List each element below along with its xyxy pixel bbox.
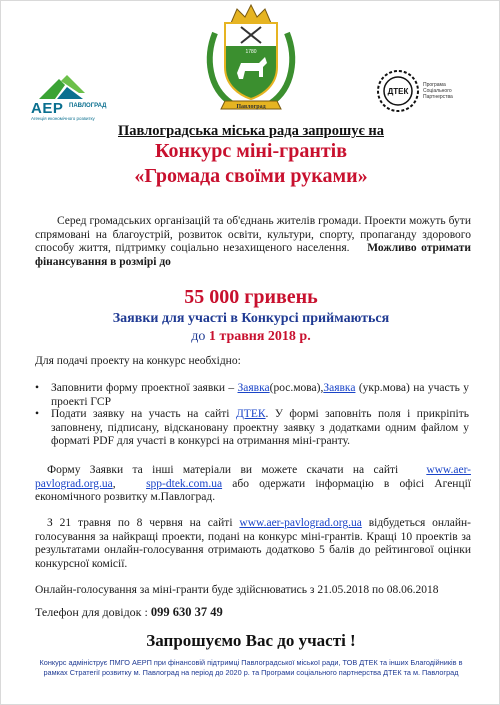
aer-logo-agency: Агенція економічного розвитку <box>31 116 95 121</box>
bullet-icon: • <box>35 382 40 394</box>
phone-line <box>35 605 223 620</box>
list-item-suffix: . У формі заповніть поля і прикріпіть заповнену, підписану, відскановану проектну заявку з додатками одним файлом у форматі PDF для участі в конкурсі на отримання міні-гранту. <box>51 408 470 447</box>
contest-title: Конкурс міні-грантів <box>154 140 348 162</box>
phone-number: 099 630 37 49 <box>150 605 223 619</box>
deadline <box>1 329 500 345</box>
voting-paragraph <box>35 517 471 571</box>
list-item-text <box>51 382 469 409</box>
welcome-heading: Запрошуємо Вас до участі ! <box>146 631 356 650</box>
dtek-program-line: Програма <box>423 82 446 88</box>
application-link-ru[interactable]: Заявка <box>237 382 270 394</box>
dtek-program-line: Партнерства <box>423 94 453 100</box>
grant-amount: 55 000 гривень <box>184 286 318 308</box>
crown-icon <box>231 5 271 23</box>
voting-site-link[interactable]: www.aer-pavlograd.org.ua <box>239 517 362 529</box>
list-item-prefix: Заповнити форму проектної заявки – <box>51 382 235 394</box>
list-item-prefix: Подати заявку на участь на сайті <box>51 408 230 420</box>
accept-notice: Заявки для участі в Конкурсі приймаються <box>112 311 390 326</box>
download-paragraph <box>35 464 471 505</box>
intro-funding: Можливо отримати фінансування в розмірі до <box>35 242 471 268</box>
requirements-heading: Для подачі проекту на конкурс необхідно: <box>35 355 241 367</box>
dtek-logo <box>376 69 471 113</box>
download-comma: , <box>112 477 116 490</box>
list-item-text <box>51 408 469 449</box>
list-item-suffix: (укр.мова) на участь у проекті ГСР <box>51 382 469 408</box>
voting-text-end: відбудеться онлайн-голосування за найкращі проекти, подані на конкурс міні-грантів. Кращі 10 проектів за результатами онлайн-голосування отримають додатково 5 балів до рейтингової оцінки конкурсної комісії. <box>35 517 472 570</box>
footer-note: Конкурс адмініструє ПМГО АЕРП при фінансовій підтримці Павлоградської міської ради, ТОВ ДТЕК та інших Благодійників в рамках Стратегії розвитку м. Павлоград на період до 2020 р. та Програми соціального партнерства ДТЕК та м. Павлоград <box>39 658 463 677</box>
spp-dtek-link[interactable]: spp-dtek.com.ua <box>146 477 223 490</box>
intro-text: Серед громадських організацій та об'єднань жителів громади. Проекти можуть бути спрямовані на благоустрій, розвиток освіти, культури, спорту, пропаганду здорового способу життя, підтримку соціально незахищеного населення. <box>35 215 471 254</box>
deadline-date: 1 травня 2018 р. <box>208 329 311 344</box>
coat-year: 1780 <box>245 49 257 55</box>
dtek-site-link[interactable]: ДТЕК <box>235 408 266 420</box>
pavlohrad-coat-of-arms <box>201 3 301 119</box>
roof-icon <box>37 75 87 101</box>
dtek-program-line: Соціального <box>423 88 452 94</box>
download-text-end: або одержати інформацію в офісі Агенції економічного розвитку м.Павлоград. <box>35 477 472 503</box>
voting-text: З 21 травня по 8 червня на сайті <box>47 517 233 529</box>
online-voting-dates: Онлайн-голосування за міні-гранти буде здійснюватись з 21.05.2018 по 08.06.2018 <box>35 584 439 596</box>
phone-label: Телефон для довідок : <box>35 605 148 619</box>
invite-heading: Павлоградська міська рада запрошує на <box>118 123 384 139</box>
coat-banner-text: Павлоград <box>236 104 266 110</box>
dtek-circle-icon <box>376 69 420 113</box>
aer-logo <box>31 75 109 121</box>
aer-logo-city: ПАВЛОГРАД <box>69 103 107 109</box>
aer-logo-word: АЕР <box>31 100 64 117</box>
download-text: Форму Заявки та інші матеріали ви можете скачати на сайті <box>47 464 399 476</box>
dtek-word: ДТЕК <box>387 87 409 96</box>
deadline-prefix: до <box>191 329 206 344</box>
application-link-ua[interactable]: Заявка <box>323 382 356 394</box>
intro-paragraph <box>35 215 471 269</box>
aer-site-link[interactable]: www.aer-pavlograd.org.ua <box>35 464 471 490</box>
dtek-program-label <box>423 82 453 100</box>
bullet-icon: • <box>35 408 40 420</box>
list-item-mid: (рос.мова), <box>269 382 324 394</box>
contest-name: «Громада своїми руками» <box>134 165 368 187</box>
